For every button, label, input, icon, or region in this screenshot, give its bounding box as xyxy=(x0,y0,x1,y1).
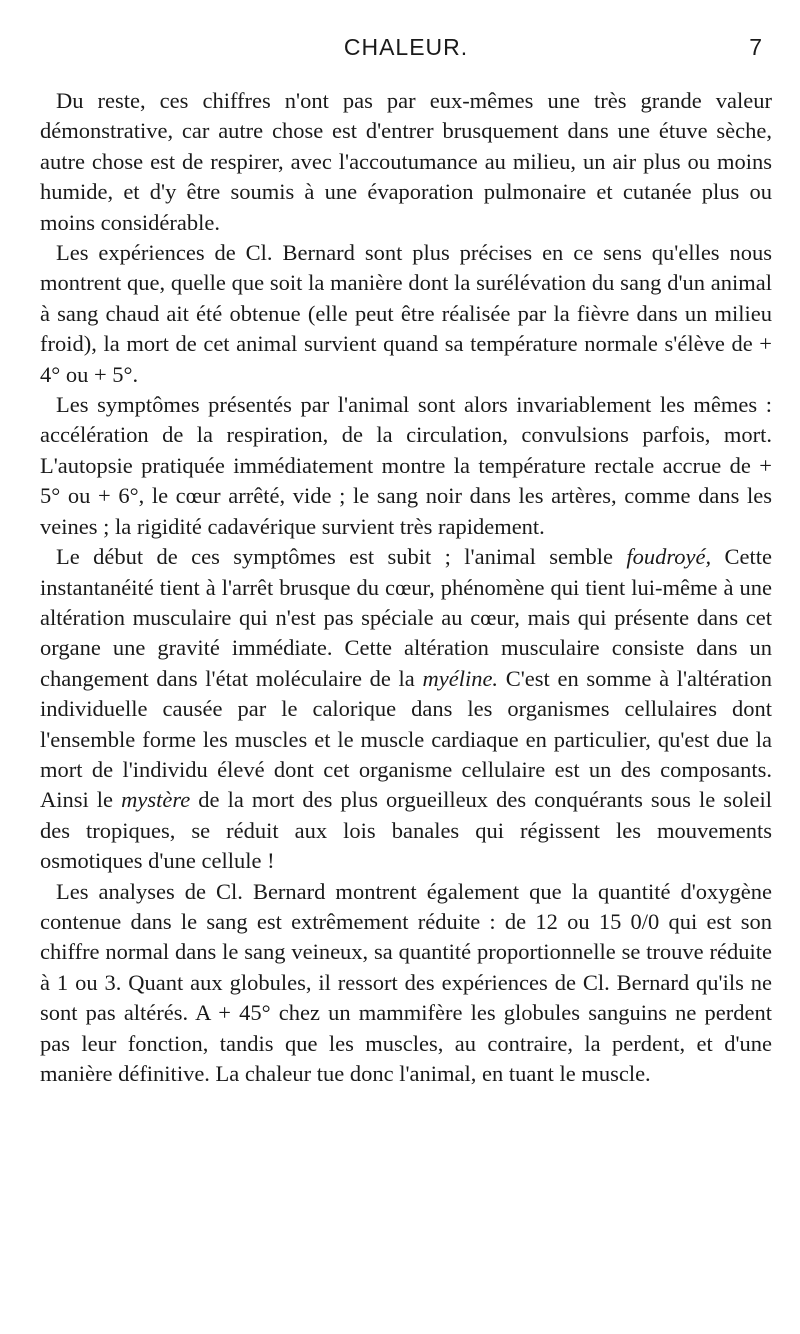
paragraph-3: Les symptômes présentés par l'animal sont alors invariablement les mêmes : accélération de la respiration, de la circulation, convulsions parfois, mort. L'autopsie pratiquée immédiatement montre la température rectale accrue de + 5° ou + 6°, le cœur arrêté, vide ; le sang noir dans les artères, comme dans les veines ; la rigidité cadavérique survient très rapidement. xyxy=(40,392,772,539)
italic-term-mystere: mystère xyxy=(121,787,191,813)
paragraph-2: Les expériences de Cl. Bernard sont plus précises en ce sens qu'elles nous montrent que, quelle que soit la manière dont la surélévation du sang d'un animal à sang chaud ait été obtenue (elle peut être réalisée par la fièvre dans un milieu froid), la mort de cet animal survient quand sa température normale s'élève de + 4° ou + 5°. xyxy=(40,240,772,387)
italic-term-myeline: myéline. xyxy=(422,665,499,691)
paragraph-4-text-a: Le début de ces symptômes est subit ; l'animal semble xyxy=(56,544,627,570)
page-number: 7 xyxy=(749,34,762,60)
paragraph-4-text-d: de la mort des plus orgueilleux des conquérants sous le soleil des tropiques, se réduit aux lois banales qui régissent les mouvements osmotiques d'une cellule ! xyxy=(40,787,772,874)
chapter-title: CHALEUR. xyxy=(343,34,469,60)
paragraph-1: Du reste, ces chiffres n'ont pas par eux-mêmes une très grande valeur démonstrative, car autre chose est d'entrer brusquement dans une étuve sèche, autre chose est de respirer, avec l'accoutumance au milieu, un air plus ou moins humide, et d'y être soumis à une évaporation pulmonaire et cutanée plus ou moins considérable. xyxy=(40,88,772,235)
italic-term-foudroye: foudroyé, xyxy=(626,544,712,570)
paragraph-4 xyxy=(40,542,772,876)
running-header xyxy=(40,34,772,74)
paragraph-4-text-b: Cette instantanéité tient à l'arrêt brusque du cœur, phénomène qui tient lui-même à une altération musculaire qui n'est pas spéciale au cœur, mais qui présente dans cet organe une gravité immédiate. Cette altération musculaire consiste dans un changement dans l'état moléculaire de la xyxy=(40,544,772,691)
paragraph-4-text-c: C'est en somme à l'altération individuelle causée par le calorique dans les organismes cellulaires dont l'ensemble forme les muscles et le muscle cardiaque en particulier, qu'est due la mort de l'individu élevé dont cet organisme cellulaire est un des composants. Ainsi le xyxy=(40,665,772,813)
paragraph-5: Les analyses de Cl. Bernard montrent également que la quantité d'oxygène contenue dans le sang est extrêmement réduite : de 12 ou 15 0/0 qui est son chiffre normal dans le sang veineux, sa quantité proportionnelle se trouve réduite à 1 ou 3. Quant aux globules, il ressort des expériences de Cl. Bernard qu'ils ne sont pas altérés. A + 45° chez un mammifère les globules sanguins ne perdent pas leur fonction, tandis que les muscles, au contraire, la perdent, et d'une manière définitive. La chaleur tue donc l'animal, en tuant le muscle. xyxy=(40,878,772,1086)
body-text xyxy=(40,86,772,1089)
